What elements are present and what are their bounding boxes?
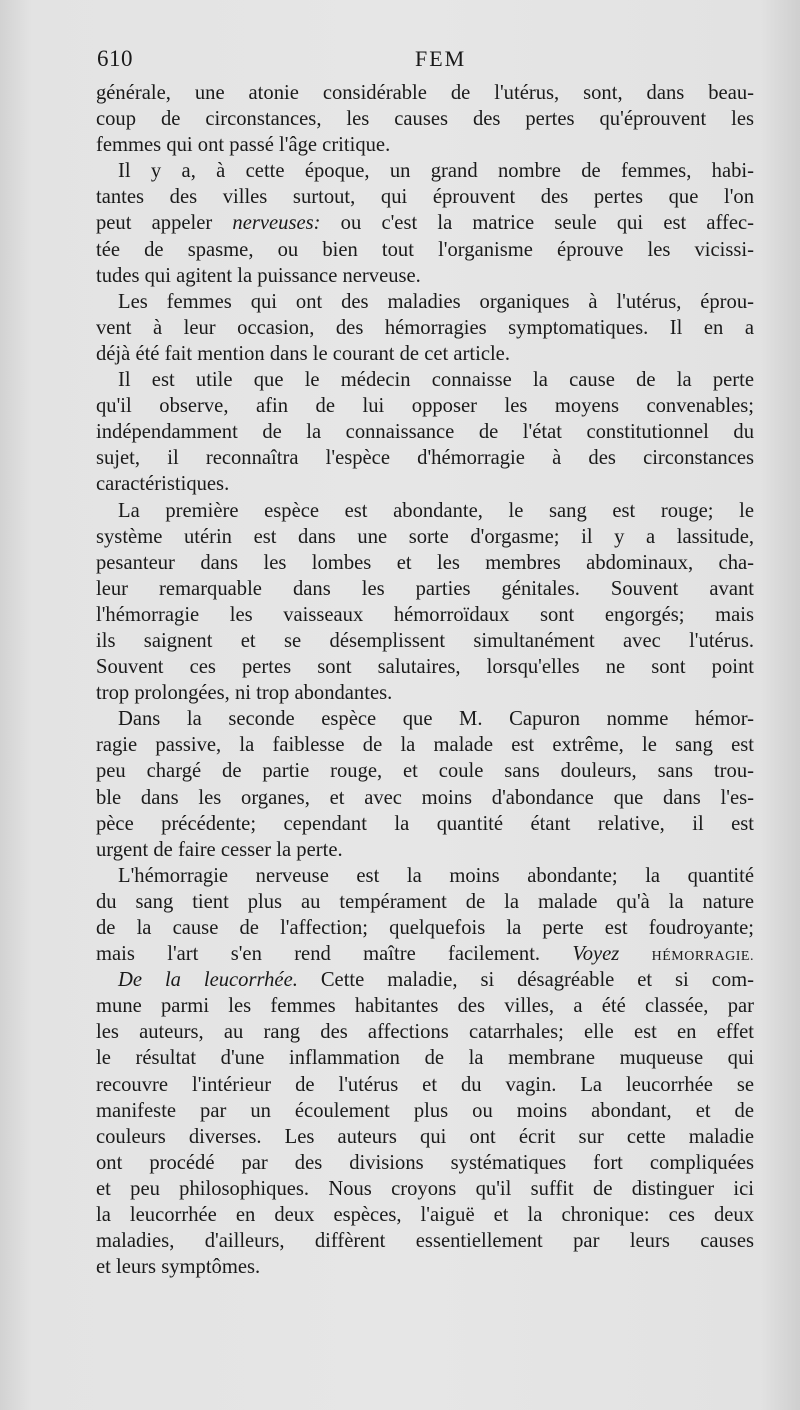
text-line: leur remarquable dans les parties génitales. Souvent avant (96, 577, 754, 600)
text-line: tudes qui agitent la puissance nerveuse. (96, 264, 421, 287)
page-number: 610 (97, 46, 133, 71)
text-line: couleurs diverses. Les auteurs qui ont écrit sur cette maladie (96, 1125, 754, 1148)
text-line: et peu philosophiques. Nous croyons qu'il suffit de distinguer ici (96, 1177, 754, 1200)
text-line: du sang tient plus au tempérament de la malade qu'à la nature (96, 890, 754, 913)
cross-reference: HÉMORRAGIE. (651, 949, 754, 965)
text-line: le résultat d'une inflammation de la membrane muqueuse qui (96, 1047, 754, 1070)
text-line: qu'il observe, afin de lui opposer les moyens convenables; (96, 395, 754, 418)
text-line: l'hémorragie les vaisseaux hémorroïdaux sont engorgés; mais (96, 603, 754, 626)
text-line: L'hémorragie nerveuse est la moins abondante; la quantité (118, 864, 754, 887)
text-segment: mais l'art s'en rend maître facilement. (96, 943, 541, 966)
text-line: et leurs symptômes. (96, 1256, 261, 1279)
text-line: Il y a, à cette époque, un grand nombre de femmes, habi- (118, 160, 754, 183)
text-line: Dans la seconde espèce que M. Capuron nomme hémor- (118, 708, 754, 731)
text-segment: ou c'est la matrice seule qui est affec- (340, 212, 754, 235)
text-line: tantes des villes surtout, qui éprouvent des pertes que l'on (96, 186, 754, 209)
text-line: ble dans les organes, et avec moins d'abondance que dans l'es- (96, 786, 754, 809)
text-line: déjà été fait mention dans le courant de cet article. (96, 342, 510, 365)
text-line: femmes qui ont passé l'âge critique. (96, 134, 391, 157)
text-line: Souvent ces pertes sont salutaires, lorsqu'elles ne sont point (96, 656, 754, 679)
page-header (97, 46, 752, 78)
text-line: système utérin est dans une sorte d'orgasme; il y a lassitude, (96, 525, 754, 548)
text-line: manifeste par un écoulement plus ou moins abondant, et de (96, 1099, 754, 1122)
text-line: Il est utile que le médecin connaisse la cause de la perte (118, 369, 754, 392)
text-line: ils saignent et se désemplissent simultanément avec l'utérus. (96, 629, 754, 652)
body-text (96, 80, 754, 1280)
text-line: urgent de faire cesser la perte. (96, 838, 343, 861)
text-line: la leucorrhée en deux espèces, l'aiguë et la chronique: ces deux (96, 1204, 754, 1227)
text-line: coup de circonstances, les causes des pertes qu'éprouvent les (96, 108, 754, 131)
text-line: recouvre l'intérieur de l'utérus et du vagin. La leucorrhée se (96, 1073, 754, 1096)
text-line: sujet, il reconnaîtra l'espèce d'hémorragie à des circonstances (96, 447, 754, 470)
text-line (96, 941, 754, 967)
text-line: pesanteur dans les lombes et les membres abdominaux, cha- (96, 551, 754, 574)
text-line (96, 210, 754, 236)
text-line: de la cause de l'affection; quelquefois la perte est foudroyante; (96, 917, 754, 939)
text-line: pèce précédente; cependant la quantité étant relative, il est (96, 812, 754, 835)
text-line: La première espèce est abondante, le sang est rouge; le (118, 499, 754, 522)
italic-term: nerveuses: (232, 212, 321, 235)
running-head: FEM (415, 46, 467, 71)
text-line: indépendamment de la connaissance de l'état constitutionnel du (96, 421, 754, 444)
italic-term: Voyez (572, 943, 620, 966)
text-segment: peut appeler (96, 212, 213, 235)
text-line: vent à leur occasion, des hémorragies symptomatiques. Il en a (96, 316, 754, 339)
text-line (96, 967, 754, 993)
text-line: trop prolongées, ni trop abondantes. (96, 682, 393, 705)
text-line: tée de spasme, ou bien tout l'organisme éprouve les vicissi- (96, 238, 754, 261)
section-heading: De la leucorrhée. (118, 969, 298, 992)
text-line: ragie passive, la faiblesse de la malade est extrême, le sang est (96, 734, 754, 757)
text-line: maladies, d'ailleurs, diffèrent essentiellement par leurs causes (96, 1230, 754, 1253)
text-line: ont procédé par des divisions systématiques fort compliquées (96, 1151, 754, 1174)
text-line: peu chargé de partie rouge, et coule sans douleurs, sans trou- (96, 760, 754, 783)
text-line: caractéristiques. (96, 473, 230, 496)
text-line: générale, une atonie considérable de l'utérus, sont, dans beau- (96, 82, 754, 104)
text-line: les auteurs, au rang des affections catarrhales; elle est en effet (96, 1021, 754, 1044)
text-line: Les femmes qui ont des maladies organiques à l'utérus, éprou- (118, 290, 754, 313)
text-segment: Cette maladie, si désagréable et si com- (320, 969, 755, 992)
text-line: mune parmi les femmes habitantes des villes, a été classée, par (96, 995, 754, 1018)
